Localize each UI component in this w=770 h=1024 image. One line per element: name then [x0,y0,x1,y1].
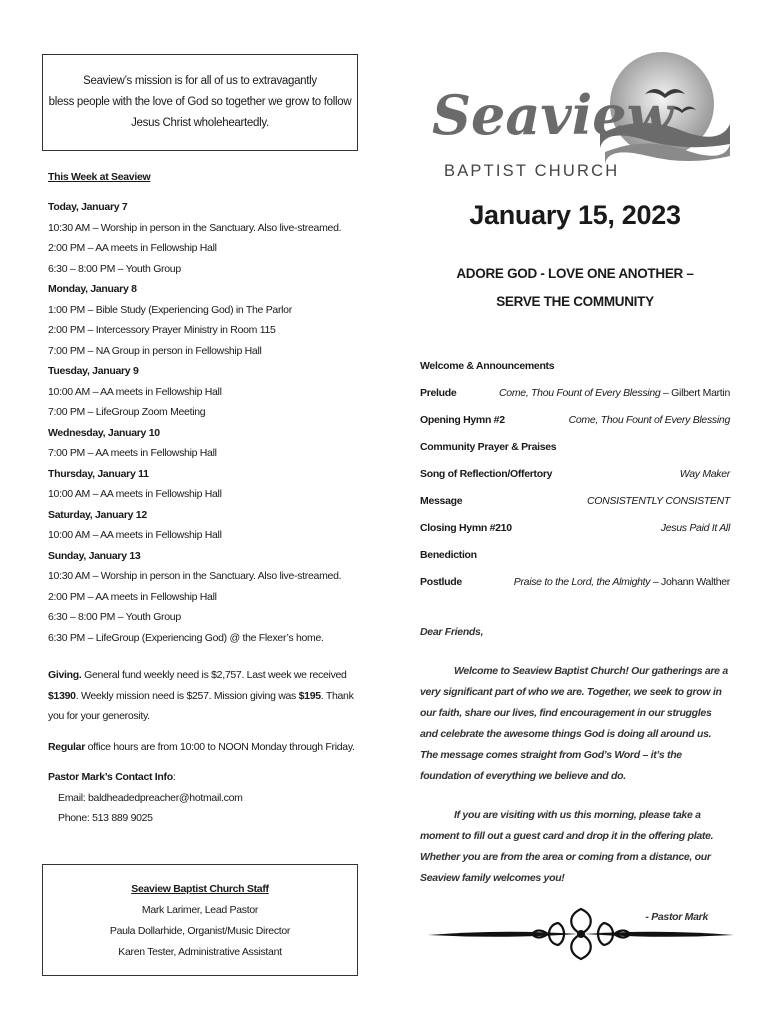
logo-name: Seaview [432,83,674,147]
schedule-day-heading: Today, January 7 [48,201,128,213]
mission-statement-box [42,54,358,151]
letter-greeting: Dear Friends, [420,626,484,638]
pastor-letter [420,622,730,928]
order-item [420,491,730,518]
order-item-title [661,518,730,545]
office-hours-paragraph: Regular office hours are from 10:00 to NOON Monday through Friday. [48,740,355,753]
schedule-event: 10:00 AM – AA meets in Fellowship Hall [48,488,222,500]
order-item-label: Opening Hymn #2 [420,414,505,426]
piece-title: Way Maker [679,468,730,480]
order-of-worship [420,356,730,599]
schedule-event: 6:30 – 8:00 PM – Youth Group [48,262,181,275]
piece-title: CONSISTENTLY CONSISTENT [586,495,730,507]
schedule-event: 2:00 PM – Intercessory Prayer Ministry in Room 115 [48,324,276,336]
staff-member: Paula Dollarhide, Organist/Music Director [109,925,291,937]
schedule-event: 6:30 – 8:00 PM – Youth Group [48,611,181,623]
order-item-label: Postlude [420,576,462,588]
letter-paragraph: Welcome to Seaview Baptist Church! Our gatherings are a very significant part of who we are. Together, we seek to grow in our faith, share our lives, find encouragement in our struggles and celebrate the awesome things God is doing all around us. The message comes straight from God’s Word – it’s the foundation of everything we believe and do. [420,665,728,782]
mission-line: bless people with the love of God so together we grow to follow [48,96,352,108]
church-logo [430,52,730,182]
letter-signature: - Pastor Mark [645,911,708,923]
schedule-day-heading: Saturday, January 12 [48,508,147,521]
schedule-event: 7:00 PM – AA meets in Fellowship Hall [48,447,217,459]
piece-title: Praise to the Lord, the Almighty [513,576,651,588]
schedule-event: 2:00 PM – AA meets in Fellowship Hall [48,242,217,254]
order-item-label: Prelude [420,387,457,399]
schedule-event: 2:00 PM – AA meets in Fellowship Hall [48,590,217,603]
order-item [420,545,730,572]
logo-subtitle: BAPTIST CHURCH [444,162,620,180]
order-item [420,356,730,383]
piece-title: Come, Thou Fount of Every Blessing [499,387,661,399]
order-item-title [499,383,730,410]
letter-paragraph: If you are visiting with us this morning, please take a moment to fill out a guest card and drop it in the offering plate. Whether you are from the area or coming from a distance, our Seaview family welcomes you! [420,809,714,884]
order-item-label: Song of Reflection/Offertory [420,468,553,480]
schedule-day-heading: Sunday, January 13 [48,549,141,562]
schedule-event: 10:30 AM – Worship in person in the Sanctuary. Also live-streamed. [48,221,342,234]
giving-paragraph: Giving. General fund weekly need is $2,757. Last week we received $1390. Weekly mission need is $257. Mission giving was $195. Thank you for your generosity. [48,669,354,722]
staff-member: Karen Tester, Administrative Assistant [118,946,282,958]
schedule-event: 1:00 PM – Bible Study (Experiencing God) in The Parlor [48,303,292,316]
schedule-event: 7:00 PM – LifeGroup Zoom Meeting [48,406,206,418]
mission-line: Jesus Christ wholeheartedly. [131,117,269,129]
piece-title: Jesus Paid It All [660,522,730,534]
order-item-title [587,491,730,518]
order-item [420,437,730,464]
piece-title: Come, Thou Fount of Every Blessing [568,414,730,426]
order-item [420,518,730,545]
schedule-day-heading: Tuesday, January 9 [48,365,139,377]
order-item-title [569,410,730,437]
staff-box [42,864,358,976]
schedule-day-heading: Monday, January 8 [48,283,137,295]
order-item-title [514,572,730,599]
piece-author: – Gilbert Martin [660,387,730,399]
piece-author: – Johann Walther [650,576,730,588]
schedule-day-heading: Wednesday, January 10 [48,426,160,439]
order-item [420,572,730,599]
contact-label: Pastor Mark’s Contact Info [48,771,173,783]
contact-email: Email: baldheadedpreacher@hotmail.com [58,791,243,804]
weekly-schedule [48,171,368,829]
schedule-event: 6:30 PM – LifeGroup (Experiencing God) @ the Flexer’s home. [48,631,324,644]
order-item-label: Benediction [420,549,477,561]
order-item-label: Closing Hymn #210 [420,522,512,534]
staff-title: Seaview Baptist Church Staff [131,883,269,895]
order-item [420,410,730,437]
pastor-contact: Pastor Mark’s Contact Info: Email: baldheadedpreacher@hotmail.com Phone: 513 889 9025 [48,767,368,829]
mission-line: Seaview’s mission is for all of us to extravagantly [83,75,317,87]
service-date: January 15, 2023 [469,200,681,230]
order-item-label: Community Prayer & Praises [420,441,557,453]
schedule-list [48,197,368,648]
service-theme: ADORE GOD - LOVE ONE ANOTHER – SERVE THE COMMUNITY [456,266,694,309]
order-item-title [680,464,730,491]
ornament-divider-icon [428,903,734,965]
schedule-event: 10:00 AM – AA meets in Fellowship Hall [48,385,222,398]
schedule-event: 7:00 PM – NA Group in person in Fellowship Hall [48,344,262,357]
schedule-event: 10:00 AM – AA meets in Fellowship Hall [48,529,222,541]
schedule-day-heading: Thursday, January 11 [48,467,149,480]
order-item [420,383,730,410]
order-item [420,464,730,491]
contact-phone: Phone: 513 889 9025 [58,812,153,824]
schedule-event: 10:30 AM – Worship in person in the Sanctuary. Also live-streamed. [48,570,342,582]
staff-member: Mark Larimer, Lead Pastor [141,904,259,916]
order-item-label: Message [420,495,463,507]
order-item-label: Welcome & Announcements [420,360,555,372]
schedule-title: This Week at Seaview [48,171,151,183]
